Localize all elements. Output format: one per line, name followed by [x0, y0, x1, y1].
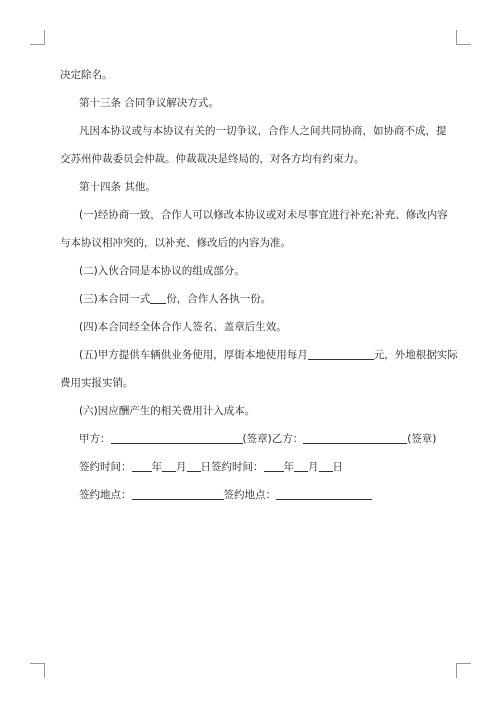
day-blank-b[interactable] [319, 460, 333, 472]
year-label: 年 [151, 461, 162, 473]
text-line: 费用实报实销。 [60, 377, 134, 389]
text-line: (一)经协商一致，合作人可以修改本协议或对未尽事宜进行补充;补充、修改内容 [79, 209, 448, 221]
copies-text-end: 份，合作人各执一份。 [166, 293, 272, 305]
monthly-amount-blank[interactable] [308, 348, 374, 360]
vehicle-text: (五)甲方提供车辆供业务使用，厚街本地使用每月 [79, 349, 308, 361]
crop-mark-top-left [30, 30, 45, 45]
place-blank-b[interactable] [276, 488, 372, 500]
copies-count-blank[interactable] [150, 292, 166, 304]
time-label-a: 签约时间： [79, 461, 132, 473]
place-label-b: 签约地点： [223, 489, 276, 501]
month-label: 月 [176, 461, 187, 473]
month-label: 月 [308, 461, 319, 473]
year-blank-b[interactable] [264, 460, 284, 472]
party-signature-line [79, 432, 445, 446]
party-b-label: 乙方： [271, 433, 304, 445]
year-blank-a[interactable] [132, 460, 152, 472]
month-blank-a[interactable] [162, 460, 176, 472]
text-line: 决定除名。 [60, 69, 113, 81]
text-line: (二)入伙合同是本协议的组成部分。 [79, 265, 245, 277]
party-a-label: 甲方： [79, 433, 111, 445]
year-label: 年 [283, 461, 294, 473]
vehicle-line [79, 348, 458, 362]
signing-place-line [79, 488, 445, 502]
text-line: 交苏州仲裁委员会仲裁。仲裁裁决是终局的，对各方均有约束力。 [60, 153, 365, 165]
place-label-a: 签约地点： [79, 489, 132, 501]
text-line: 凡因本协议或与本协议有关的一切争议，合作人之间共同协商，如协商不成，提 [79, 125, 447, 137]
crop-mark-bottom-right [456, 663, 471, 678]
time-label-b: 签约时间： [211, 461, 264, 473]
signing-time-line [79, 460, 445, 474]
place-blank-a[interactable] [132, 488, 224, 500]
article-14-heading: 第十四条 其他。 [79, 181, 156, 193]
day-blank-a[interactable] [187, 460, 201, 472]
copies-text: (三)本合同一式 [79, 293, 151, 305]
day-label: 日 [200, 461, 211, 473]
day-label: 日 [332, 461, 343, 473]
crop-mark-top-right [456, 30, 471, 45]
party-a-seal: (签章) [242, 433, 272, 445]
crop-mark-bottom-left [30, 663, 45, 678]
party-b-seal: (签章) [407, 433, 437, 445]
text-line: (四)本合同经全体合作人签名、盖章后生效。 [79, 321, 287, 333]
vehicle-text-end: 元，外地根据实际 [373, 349, 458, 361]
article-13-heading: 第十三条 合同争议解决方式。 [79, 97, 219, 109]
party-b-blank[interactable] [303, 432, 407, 444]
month-blank-b[interactable] [294, 460, 308, 472]
copies-line [79, 292, 445, 306]
party-a-blank[interactable] [111, 432, 243, 444]
text-line: (六)因应酬产生的相关费用计入成本。 [79, 405, 256, 417]
text-line: 与本协议相冲突的，以补充、修改后的内容为准。 [60, 237, 291, 249]
